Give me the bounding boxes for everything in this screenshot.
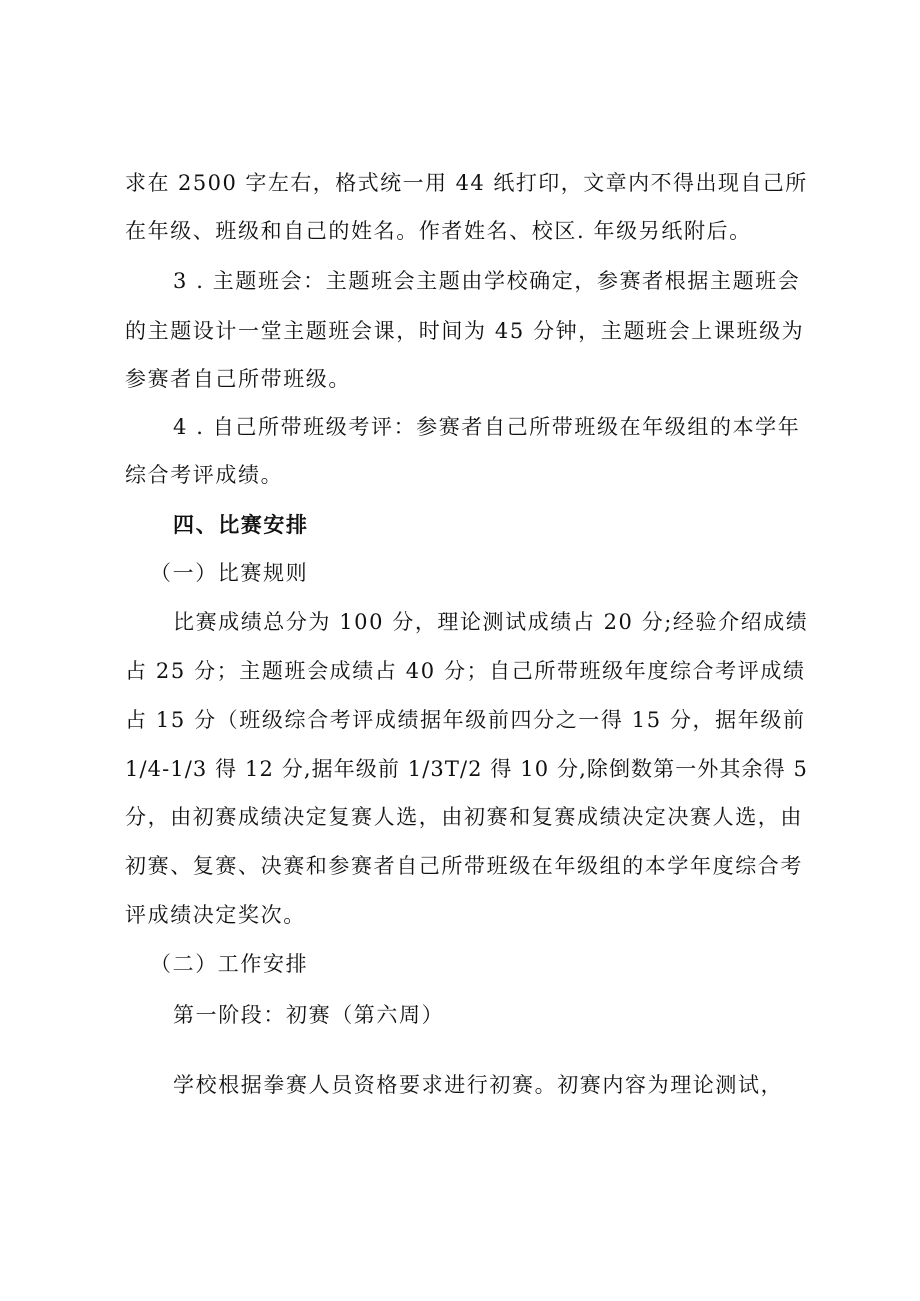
rules-line5: 分，由初赛成绩决定复赛人选，由初赛和复赛成绩决定决赛人选，由 <box>125 805 803 829</box>
subsection-heading-work-arrangement: （二）工作安排 <box>150 952 309 976</box>
para3-line2: 综合考评成绩。 <box>125 463 284 487</box>
rules-line6: 初赛、复赛、决赛和参赛者自己所带班级在年级组的本学年度综合考 <box>125 854 803 878</box>
rules-line1: 比赛成绩总分为 100 分，理论测试成绩占 20 分;经验介绍成绩 <box>173 610 809 634</box>
rules-line2: 占 25 分；主题班会成绩占 40 分；自己所带班级年度综合考评成绩 <box>125 659 806 683</box>
subsection-heading-rules: （一）比赛规则 <box>150 561 309 585</box>
stage1-text: 学校根据拳赛人员资格要求进行初赛。初赛内容为理论测试， <box>173 1073 784 1097</box>
para1-line1: 求在 2500 字左右，格式统一用 44 纸打印，文章内不得出现自己所 <box>125 171 808 195</box>
rules-line4: 1/4-1/3 得 12 分,据年级前 1/3T/2 得 10 分,除倒数第一外其余得 5 <box>125 757 808 781</box>
section-heading-competition-arrangement: 四、比赛安排 <box>173 513 309 537</box>
stage1-heading: 第一阶段：初赛（第六周） <box>173 1003 445 1027</box>
para3-line1: 4 . 自己所带班级考评：参赛者自己所带班级在年级组的本学年 <box>173 415 801 439</box>
para2-line3: 参赛者自己所带班级。 <box>125 367 351 391</box>
rules-line3: 占 15 分（班级综合考评成绩据年级前四分之一得 15 分，据年级前 <box>125 708 806 732</box>
para2-line1: 3 . 主题班会：主题班会主题由学校确定，参赛者根据主题班会 <box>173 269 801 293</box>
para1-line2: 在年级、班级和自己的姓名。作者姓名、校区. 年级另纸附后。 <box>125 219 752 243</box>
rules-line7: 评成绩决定奖次。 <box>125 903 306 927</box>
para2-line2: 的主题设计一堂主题班会课，时间为 45 分钟，主题班会上课班级为 <box>125 319 805 343</box>
